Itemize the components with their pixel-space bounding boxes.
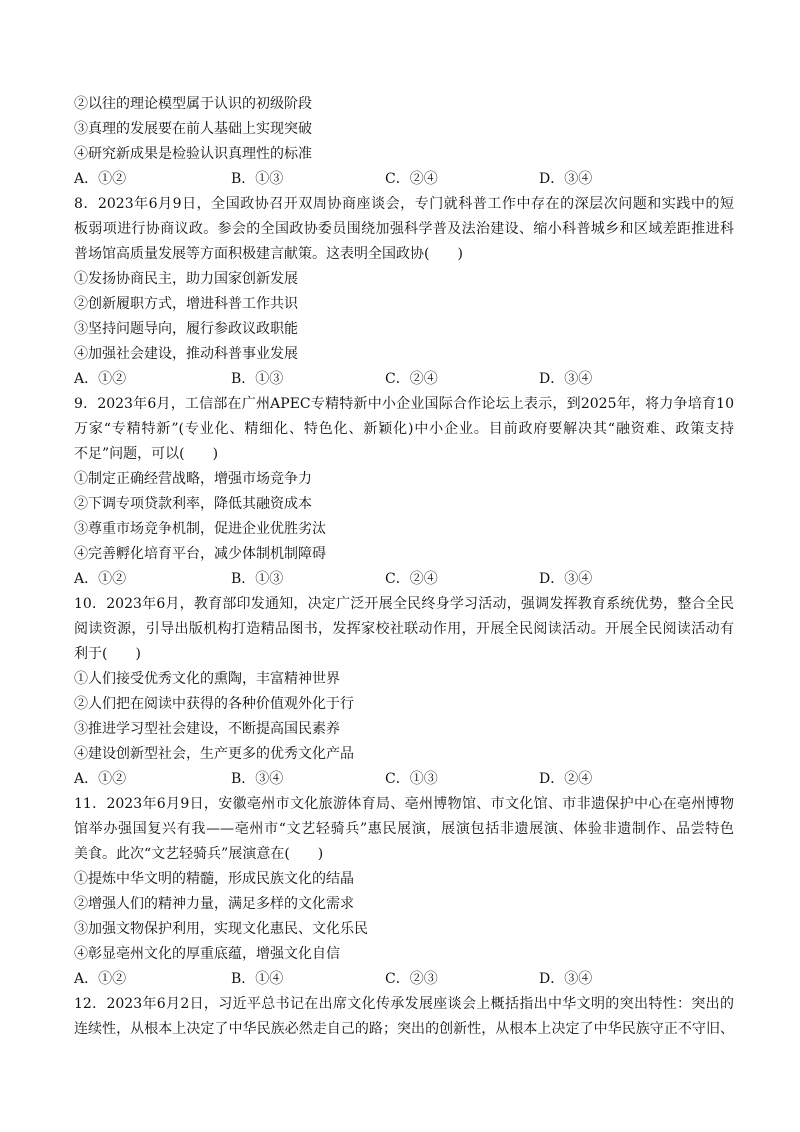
q11-item-4: ④彰显亳州文化的厚重底蕴，增强文化自信 xyxy=(74,946,340,962)
q11-item-3: ③加强文物保护利用，实现文化惠民、文化乐民 xyxy=(74,921,368,937)
q11-option-c[interactable]: C．②③ xyxy=(385,971,438,987)
q8-item-1: ①发扬协商民主，助力国家创新发展 xyxy=(74,271,298,287)
q12-stem-line-1: 12．2023年6月2日，习近平总书记在出席文化传承发展座谈会上概括指出中华文明的突出特性：突出的 xyxy=(74,996,734,1012)
q9-item-2: ②下调专项贷款利率，降低其融资成本 xyxy=(74,496,312,512)
q11-option-b[interactable]: B．①④ xyxy=(231,971,284,987)
q8-item-4: ④加强社会建设，推动科普事业发展 xyxy=(74,346,298,362)
q9-stem-line-3: 不足”问题，可以( ) xyxy=(74,446,219,462)
q11-stem-line-2: 馆举办强国复兴有我——亳州市“文艺轻骑兵”惠民展演，展演包括非遗展演、体验非遗制作、品尝特色 xyxy=(74,821,734,837)
q8-stem-line-3: 普场馆高质量发展等方面积极建言献策。这表明全国政协( ) xyxy=(74,246,463,262)
q7-option-d[interactable]: D．③④ xyxy=(539,171,593,187)
q11-stem-line-1: 11．2023年6月9日，安徽亳州市文化旅游体育局、亳州博物馆、市文化馆、市非遗保护中心在亳州博物 xyxy=(74,796,734,812)
q9-option-d[interactable]: D．③④ xyxy=(539,571,593,587)
q10-stem-line-2: 阅读资源，引导出版机构打造精品图书，发挥家校社联动作用，开展全民阅读活动。开展全民阅读活动有 xyxy=(74,621,734,637)
q9-item-1: ①制定正确经营战略，增强市场竞争力 xyxy=(74,471,312,487)
q10-option-b[interactable]: B．③④ xyxy=(231,771,284,787)
q10-option-d[interactable]: D．②④ xyxy=(539,771,593,787)
q8-stem-line-1: 8．2023年6月9日，全国政协召开双周协商座谈会，专门就科普工作中存在的深层次问题和实践中的短 xyxy=(74,196,734,212)
q10-stem-line-1: 10．2023年6月，教育部印发通知，决定广泛开展全民终身学习活动，强调发挥教育系统优势，整合全民 xyxy=(74,596,734,612)
q12-stem-line-2: 连续性，从根本上决定了中华民族必然走自己的路；突出的创新性，从根本上决定了中华民族守正不守旧、 xyxy=(74,1021,734,1037)
q11-option-d[interactable]: D．③④ xyxy=(539,971,593,987)
q11-stem-line-3: 美食。此次“文艺轻骑兵”展演意在( ) xyxy=(74,846,324,862)
q9-stem-line-1: 9．2023年6月，工信部在广州APEC专精特新中小企业国际合作论坛上表示，到2025年，将力争培育10 xyxy=(74,396,734,412)
q7-item-3: ③真理的发展要在前人基础上实现突破 xyxy=(74,121,312,137)
q11-item-1: ①提炼中华文明的精髓，形成民族文化的结晶 xyxy=(74,871,354,887)
q7-option-b[interactable]: B．①③ xyxy=(231,171,284,187)
q10-option-c[interactable]: C．①③ xyxy=(385,771,438,787)
q7-option-c[interactable]: C．②④ xyxy=(385,171,438,187)
q8-option-b[interactable]: B．①③ xyxy=(231,371,284,387)
q11-item-2: ②增强人们的精神力量，满足多样的文化需求 xyxy=(74,896,354,912)
q8-item-2: ②创新履职方式，增进科普工作共识 xyxy=(74,296,298,312)
q9-item-4: ④完善孵化培育平台，减少体制机制障碍 xyxy=(74,546,326,562)
q10-stem-line-3: 利于( ) xyxy=(74,646,141,662)
q9-option-b[interactable]: B．①③ xyxy=(231,571,284,587)
q7-item-2: ②以往的理论模型属于认识的初级阶段 xyxy=(74,96,312,112)
q8-option-c[interactable]: C．②④ xyxy=(385,371,438,387)
q10-item-4: ④建设创新型社会，生产更多的优秀文化产品 xyxy=(74,746,354,762)
q10-item-1: ①人们接受优秀文化的熏陶，丰富精神世界 xyxy=(74,671,340,687)
q8-stem-line-2: 板弱项进行协商议政。参会的全国政协委员围绕加强科学普及法治建设、缩小科普城乡和区域差距推进科 xyxy=(74,221,734,237)
q9-option-a[interactable]: A．①② xyxy=(74,571,127,587)
q8-item-3: ③坚持问题导向，履行参政议政职能 xyxy=(74,321,298,337)
q8-option-a[interactable]: A．①② xyxy=(74,371,127,387)
q9-stem-line-2: 万家“专精特新”(专业化、精细化、特色化、新颖化)中小企业。目前政府要解决其“融资难、政策支持 xyxy=(74,421,734,437)
q10-item-2: ②人们把在阅读中获得的各种价值观外化于行 xyxy=(74,696,354,712)
q7-item-4: ④研究新成果是检验认识真理性的标准 xyxy=(74,146,312,162)
q11-option-a[interactable]: A．①② xyxy=(74,971,127,987)
q9-option-c[interactable]: C．②④ xyxy=(385,571,438,587)
q8-option-d[interactable]: D．③④ xyxy=(539,371,593,387)
q10-item-3: ③推进学习型社会建设，不断提高国民素养 xyxy=(74,721,340,737)
q9-item-3: ③尊重市场竞争机制，促进企业优胜劣汰 xyxy=(74,521,326,537)
q10-option-a[interactable]: A．①② xyxy=(74,771,127,787)
q7-option-a[interactable]: A．①② xyxy=(74,171,127,187)
